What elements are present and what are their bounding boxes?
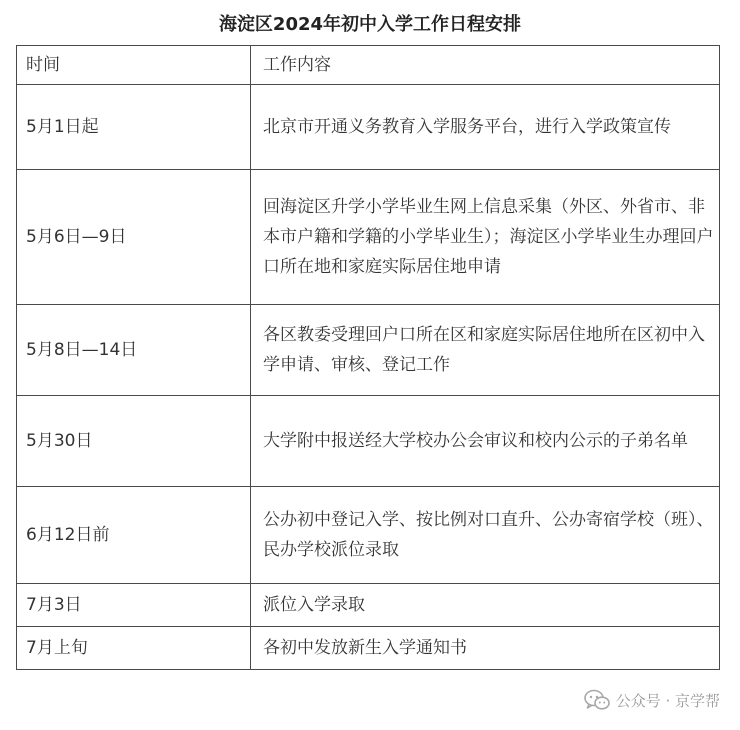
schedule-table: [16, 45, 720, 670]
row-content: 北京市开通义务教育入学服务平台，进行入学政策宣传: [251, 85, 720, 170]
watermark: [584, 686, 720, 714]
table-row: [17, 584, 720, 627]
table-row: [17, 305, 720, 396]
row-content: 各区教委受理回户口所在区和家庭实际居住地所在区初中入学申请、审核、登记工作: [251, 305, 720, 396]
row-time: 7月上旬: [17, 627, 251, 670]
row-time: 5月6日—9日: [17, 170, 251, 305]
row-content: 公办初中登记入学、按比例对口直升、公办寄宿学校（班）、民办学校派位录取: [251, 487, 720, 584]
row-time: 6月12日前: [17, 487, 251, 584]
row-time: 5月1日起: [17, 85, 251, 170]
table-header-row: [17, 46, 720, 85]
watermark-text: 公众号 · 京学帮: [615, 691, 720, 710]
row-content: 回海淀区升学小学毕业生网上信息采集（外区、外省市、非本市户籍和学籍的小学毕业生）；海淀区小学毕业生办理回户口所在地和家庭实际居住地申请: [251, 170, 720, 305]
row-content: 大学附中报送经大学校办公会审议和校内公示的子弟名单: [251, 396, 720, 487]
table-row: [17, 396, 720, 487]
table-row: [17, 487, 720, 584]
wechat-icon: [584, 689, 610, 711]
row-content: 派位入学录取: [251, 584, 720, 627]
table-row: [17, 627, 720, 670]
header-time: 时间: [17, 46, 251, 85]
table-row: [17, 85, 720, 170]
row-content: 各初中发放新生入学通知书: [251, 627, 720, 670]
row-time: 5月8日—14日: [17, 305, 251, 396]
header-content: 工作内容: [251, 46, 720, 85]
page-title: 海淀区2024年初中入学工作日程安排: [218, 14, 522, 35]
row-time: 5月30日: [17, 396, 251, 487]
table-row: [17, 170, 720, 305]
row-time: 7月3日: [17, 584, 251, 627]
